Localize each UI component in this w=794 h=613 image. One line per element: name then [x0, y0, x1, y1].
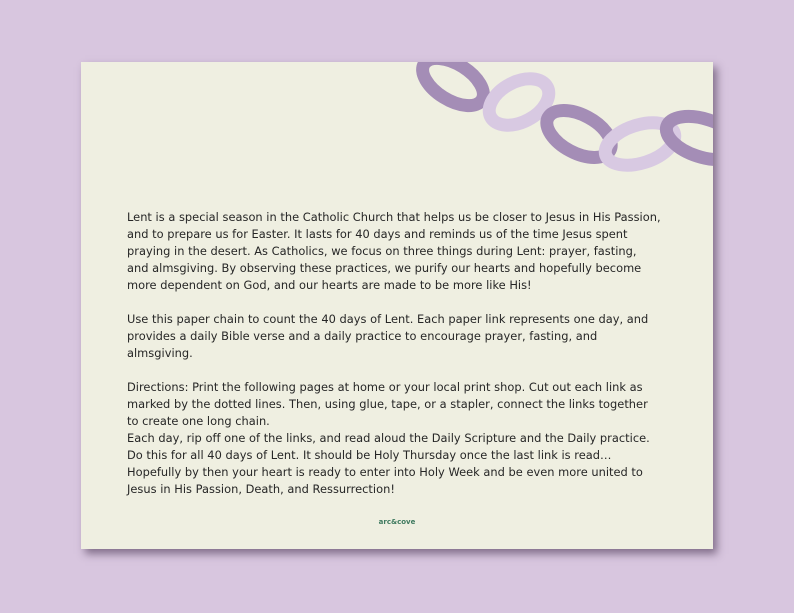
document-page	[81, 62, 713, 549]
body-text	[127, 209, 687, 498]
chain-link	[415, 62, 492, 115]
intro-paragraph: Lent is a special season in the Catholic Church that helps us be closer to Jesus in His Passion, and to prepare us for Easter. It lasts for 40 days and reminds us of the time Jesus spent praying in the desert. As Catholics, we focus on three things during Lent: prayer, fasting, and almsgiving. By observing these practices, we purify our hearts and hopefully become more dependent on God, and our hearts are made to be more like His!	[127, 210, 661, 292]
directions-paragraph: Directions: Print the following pages at home or your local print shop. Cut out each link as marked by the dotted lines. Then, using glue, tape, or a stapler, connect the links together to create one long chain. Each day, rip off one of the links, and read aloud the Daily Scripture and the Daily practice. Do this for all 40 days of Lent. It should be Holy Thursday once the last link is read… Hopefully by then your heart is ready to enter into Holy Week and be even more united to Jesus in His Passion, Death, and Ressurrection!	[127, 380, 650, 496]
chain-link	[661, 108, 713, 168]
usage-paragraph: Use this paper chain to count the 40 days of Lent. Each paper link represents one day, and provides a daily Bible verse and a daily practice to encourage prayer, fasting, and almsgiving.	[127, 312, 649, 360]
brand-logo: arc&cove	[378, 518, 416, 526]
paper-chain-illustration	[81, 62, 713, 202]
